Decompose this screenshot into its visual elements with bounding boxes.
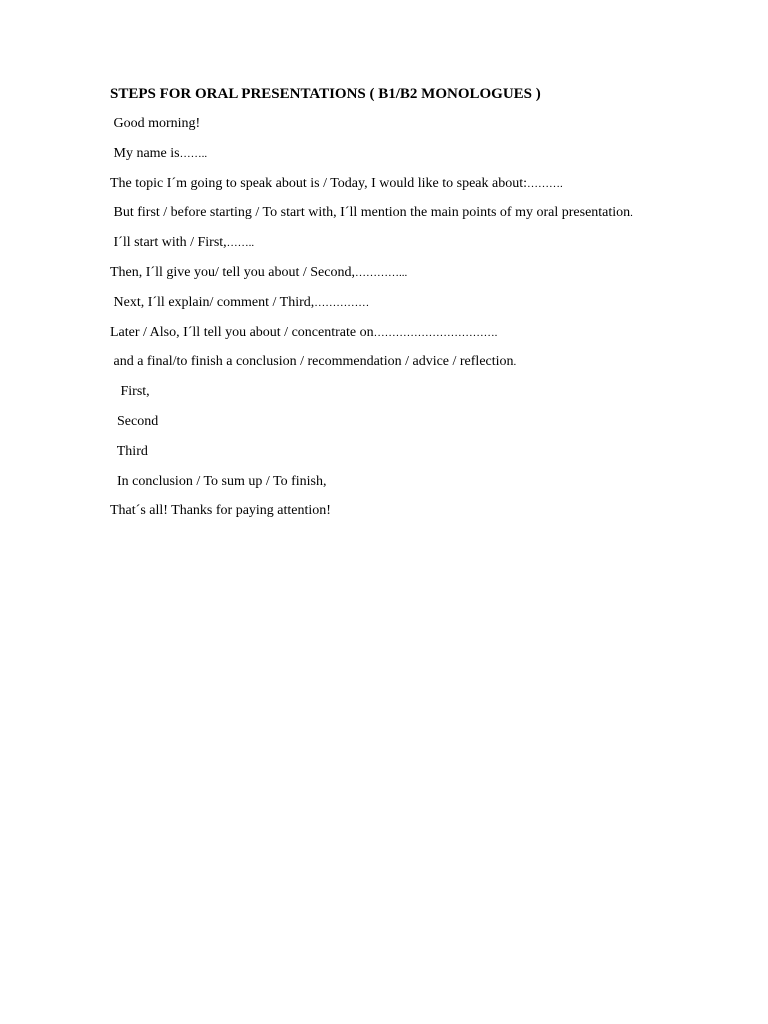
line-name: My name is…….. xyxy=(110,145,208,161)
line-second: Second xyxy=(110,413,159,429)
line-final-point: and a final/to finish a conclusion / recommendation / advice / reflection. xyxy=(110,354,517,370)
line-greeting: Good morning! xyxy=(110,116,201,131)
line-third: Third xyxy=(110,443,148,459)
line-conclusion: In conclusion / To sum up / To finish, xyxy=(110,473,327,489)
line-second-point: Then, I´ll give you/ tell you about / Second,…………... xyxy=(110,264,408,280)
line-thanks: That´s all! Thanks for paying attention! xyxy=(110,503,331,519)
line-topic: The topic I´m going to speak about is / Today, I would like to speak about:………. xyxy=(110,175,563,191)
line-first: First, xyxy=(110,384,150,400)
document-title: STEPS FOR ORAL PRESENTATIONS ( B1/B2 MONOLOGUES ) xyxy=(110,86,541,102)
line-later-point: Later / Also, I´ll tell you about / concentrate on……………………………. xyxy=(110,324,498,340)
line-first-point: I´ll start with / First,…….. xyxy=(110,235,255,251)
line-main-points: But first / before starting / To start with, I´ll mention the main points of my oral presentation. xyxy=(110,205,633,221)
line-third-point: Next, I´ll explain/ comment / Third,…………… xyxy=(110,294,370,310)
document-body xyxy=(110,85,710,532)
